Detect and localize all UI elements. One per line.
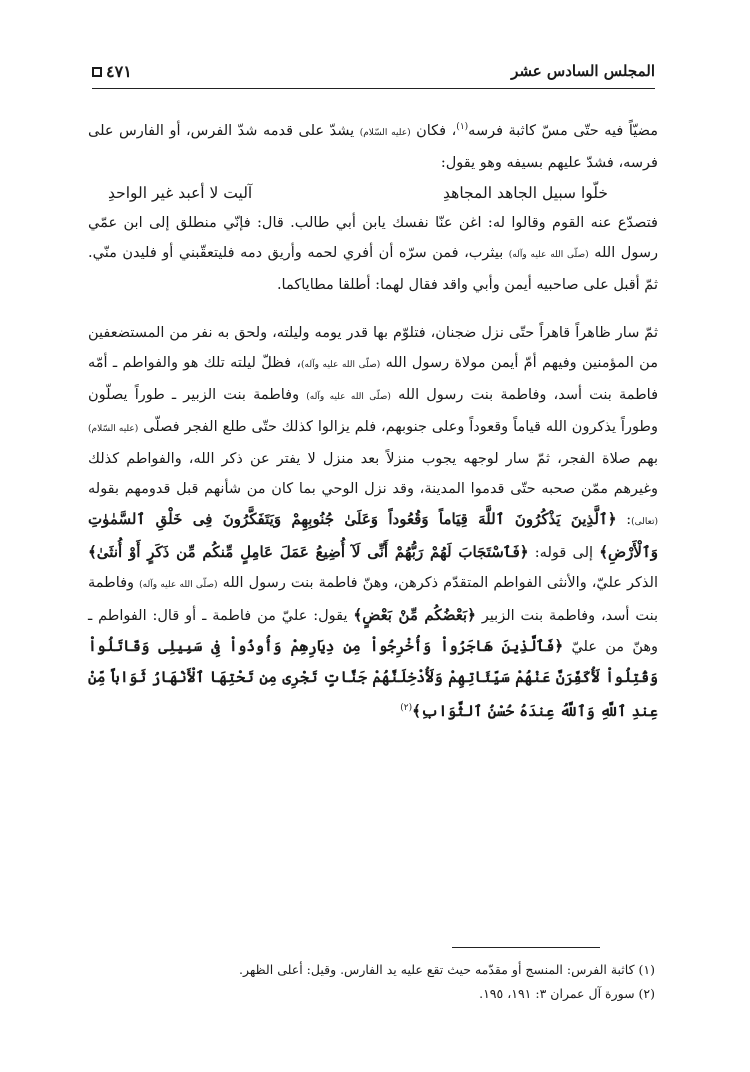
page-number	[92, 62, 132, 81]
footnote-2: (٢) سورة آل عمران ٣: ١٩١، ١٩٥.	[479, 986, 655, 1001]
paragraph-3	[88, 318, 658, 727]
poetry-verse	[88, 178, 658, 208]
text-span: ، فظلّ ليلته تلك هو والفواطم ـ أمّه فاطمة بنت أسد، وفاطمة بنت رسول الله	[88, 354, 658, 403]
footnote-1: (١) كاثبة الفرس: المنسج أو مقدّمه حيث تقع عليه يد الفارس. وقيل: أعلى الظهر.	[239, 962, 655, 977]
square-ornament-icon	[92, 67, 102, 77]
text-span: يقول: عليّ من فاطمة ـ أو قال: الفواطم ـ وهنّ من عليّ	[88, 607, 659, 655]
text-span: :	[616, 511, 632, 528]
text-span: ثمّ سار ظاهراً قاهراً حتّى نزل ضجنان، فتلوّم بها قدر يومه وليلته، ولحق به نفر من المستضعفين من المؤمنين وفيهم أمّ أيمن مولاة رسول الله	[88, 324, 658, 371]
honorific: (تعالى)	[631, 516, 658, 527]
text-span: بيثرب، فمن سرّه أن أفري لحمه وأريق دمه فليتعقّبني أو فليدن منّي. ثمّ أقبل على صاحبيه أيمن وأبي واقد فقال لهما: أطلقا مطاياكما.	[88, 244, 658, 293]
paragraph-1	[88, 112, 658, 178]
footnotes	[92, 958, 655, 1006]
quran-verse: ﴿فَٱسْتَجَابَ لَهُمْ رَبُّهُمْ أَنِّى لَآ أُضِيعُ عَمَلَ عَامِلٍ مِّنكُم مِّن ذَكَرٍ أَوْ أُنثَىٰ﴾	[88, 542, 529, 561]
text-span: الذكر عليّ، والأنثى الفواطم المتقدّم ذكرهن، وهنّ فاطمة بنت رسول الله	[217, 574, 658, 591]
paragraph-2	[88, 208, 658, 300]
quran-verse: ﴿ٱلَّذِينَ يَذْكُرُونَ ٱللَّهَ قِيَاماً وَقُعُوداً وَعَلَىٰ جُنُوبِهِمْ وَيَتَفَكَّرُونَ فِى خَلْقِ ٱلسَّمٰوٰتِ وَٱلْأَرْضِ﴾	[88, 509, 659, 561]
honorific: (عليه السّلام)	[359, 127, 411, 138]
honorific: (عليه السّلام)	[88, 423, 139, 434]
text-span: يشدّ على قدمه شدّ الفرس، أو الفارس على فرسه، فشدّ عليهم بسيفه وهو يقول:	[88, 122, 658, 171]
main-text	[88, 112, 658, 727]
quran-verse: ﴿فَٱلَّذِينَ هَاجَرُواْ وَأُخْرِجُواْ مِن دِيَارِهِمْ وَأُوذُواْ فِى سَبِيلِى وَقَاتَلُواْ وَقُتِلُواْ لَأُكَفِّرَنَّ عَنْهُمْ سَيِّئَاتِهِمْ وَلَأُدْخِلَنَّهُمْ جَنَّاتٍ تَجْرِى مِن تَحْتِهَا ٱلْأَنْهَارُ ثَوَاباً مِّنْ عِندِ ٱللَّهِ وَٱللَّهُ عِندَهُ حُسْنُ ٱلثَّوَابِ﴾	[88, 636, 658, 720]
page-number-text: ٤٧١	[106, 62, 132, 81]
text-span: وفاطمة بنت أسد، وفاطمة بنت الزبير	[88, 574, 658, 624]
honorific: (صلّى الله عليه وآله)	[306, 391, 391, 402]
text-span: وفاطمة بنت الزبير ـ طوراً يصلّون وطوراً يذكرون الله قياماً وقعوداً وعلى جنوبهم، فلم يزالوا كذلك حتّى طلع الفجر فصلّى	[88, 386, 658, 435]
page-header	[92, 60, 655, 89]
honorific: (صلّى الله عليه وآله)	[508, 249, 589, 260]
honorific: (صلّى الله عليه وآله)	[139, 579, 218, 590]
verse-first-hemistich: خلّوا سبيل الجاهد المجاهدِ	[443, 183, 608, 202]
text-span: فتصدّع عنه القوم وقالوا له: اغن عنّا نفسك يابن أبي طالب. قال: فإنّي منطلق إلى ابن عمّي رسول الله	[88, 214, 658, 261]
running-head: المجلس السادس عشر	[511, 62, 655, 80]
honorific: (صلّى الله عليه وآله)	[301, 359, 381, 370]
text-span: مضيّاً فيه حتّى مسّ كاثبة فرسه	[468, 122, 658, 139]
footnote-ref: (١)	[456, 122, 469, 132]
verse-second-hemistich: آليت لا أعبد غير الواحدِ	[108, 183, 253, 202]
text-span: بهم صلاة الفجر، ثمّ سار لوجهه يجوب منزلاً بعد منزل لا يفتر عن ذكر الله، والفواطم كذلك وغيرهم ممّن صحبه حتّى قدموا المدينة، وقد نزل الوحي بما كان من شأنهم قبل قدومهم بقوله	[88, 450, 658, 497]
quran-verse: ﴿بَعْضُكُم مِّنْ بَعْضٍ﴾	[353, 605, 476, 624]
footnote-divider	[452, 947, 600, 948]
text-span: ، فكان	[410, 122, 457, 139]
footnote-ref: (٢)	[400, 702, 413, 713]
text-span: إلى قوله:	[528, 544, 600, 561]
